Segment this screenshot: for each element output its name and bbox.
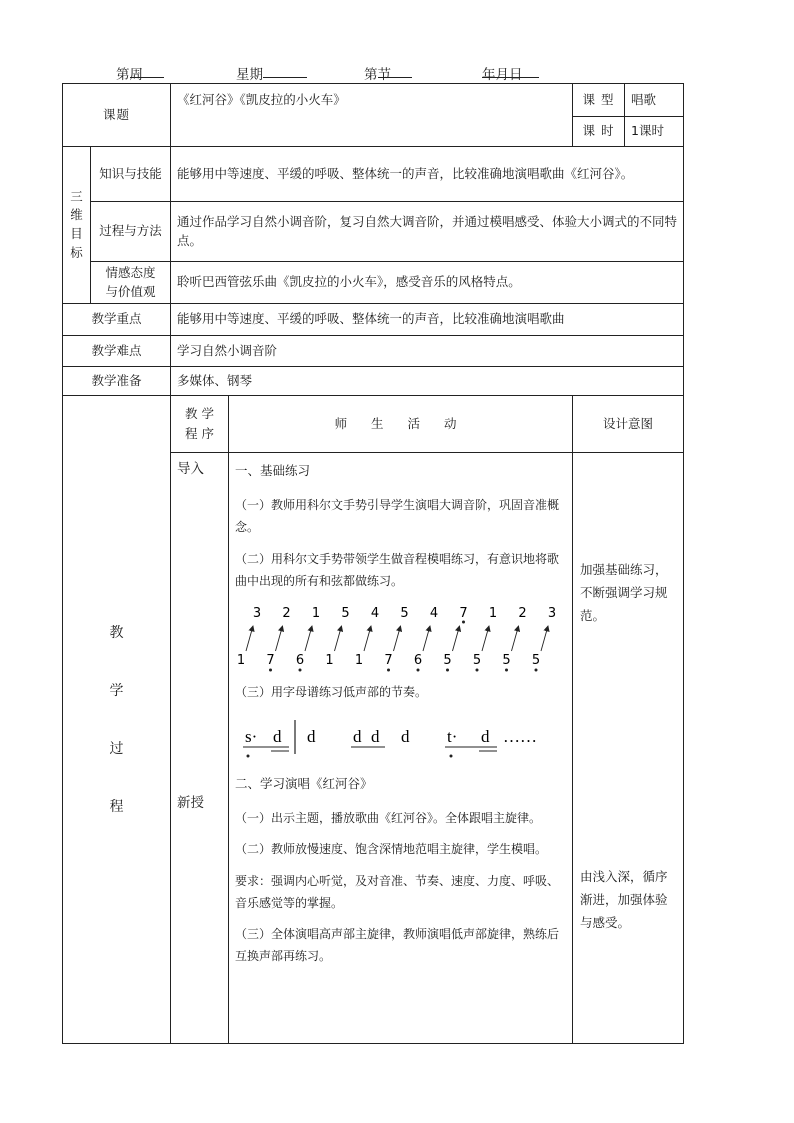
seq-header: 教 学 程 序 — [171, 396, 229, 453]
interval-lower-dot — [417, 668, 420, 671]
s2-title: 二、学习演唱《红河谷》 — [235, 776, 373, 792]
interval-arrow — [335, 626, 342, 651]
s2-p4: （三）全体演唱高声部主旋律，教师演唱低声部旋律，熟练后互换声部再练习。 — [235, 926, 560, 964]
interval-upper-note: 4 — [429, 605, 439, 621]
interval-notation — [235, 601, 566, 675]
lesson-plan-table — [62, 83, 684, 1044]
interval-lower-dot — [299, 668, 302, 671]
interval-lower-note: 5 — [531, 652, 541, 668]
s2-p2: （二）教师放慢速度、饱含深情地范唱主旋律，学生模唱。 — [235, 842, 548, 857]
interval-arrow — [482, 626, 489, 651]
date-field: 年 月 日 — [482, 63, 523, 83]
s1-p2: （二）用科尔文手势带领学生做音程模唱练习，有意识地将歌曲中出现的所有和弦都做练习。 — [235, 551, 560, 588]
interval-upper-note: 3 — [547, 605, 557, 621]
rhythm-low-dot — [450, 755, 453, 758]
interval-upper-note: 3 — [252, 605, 262, 621]
interval-lower-note: 5 — [472, 652, 482, 668]
rhythm-ellipsis: …… — [503, 727, 538, 747]
interval-arrow — [512, 626, 519, 651]
type-value: 唱歌 — [625, 84, 684, 117]
weekday-field: 星期 — [236, 63, 263, 83]
rhythm-note-d: d — [307, 727, 316, 747]
intent-cell — [573, 453, 684, 1044]
seq-new: 新授 — [177, 795, 205, 811]
section-field: 第 节 — [364, 63, 391, 83]
interval-lower-dot — [505, 668, 508, 671]
weekday-blank[interactable] — [263, 63, 307, 78]
rhythm-note-d: d — [481, 727, 490, 747]
week-field: 第 周 — [116, 63, 143, 83]
s2-p1: （一）出示主题，播放歌曲《红河谷》。全体跟唱主旋律。 — [235, 811, 542, 826]
topic-label: 课题 — [63, 84, 171, 147]
day-blank[interactable] — [509, 63, 539, 78]
goal-knowledge-text: 能够用中等速度、平缓的呼吸、整体统一的声音，比较准确地演唱歌曲《红河谷》。 — [171, 147, 684, 202]
goal-emotion-label: 情感态度 与价值观 — [91, 262, 171, 304]
s1-p1: （一）教师用科尔文手势引导学生演唱大调音阶，巩固音准概念。 — [235, 498, 560, 535]
difficulties-text: 学习自然小调音阶 — [171, 336, 684, 367]
interval-upper-note: 2 — [282, 605, 291, 621]
intent-header: 设计意图 — [573, 396, 684, 453]
interval-upper-note: 1 — [311, 605, 321, 621]
rhythm-note-s-dotted: s· — [245, 727, 258, 747]
interval-arrow — [453, 626, 460, 651]
rhythm-note-d: d — [353, 727, 362, 747]
interval-upper-note: 7 — [459, 605, 468, 621]
rhythm-note-d: d — [401, 727, 410, 747]
interval-lower-dot — [387, 668, 390, 671]
interval-arrow — [246, 626, 253, 651]
interval-lower-dot — [269, 668, 272, 671]
interval-upper-note: 4 — [370, 605, 380, 621]
goals-label: 三 维 目 标 — [63, 147, 91, 304]
interval-arrow — [394, 626, 401, 651]
seq-intro: 导入 — [177, 461, 205, 477]
interval-lower-note: 7 — [384, 652, 393, 668]
hours-label: 课 时 — [573, 117, 625, 147]
s2-p3: 要求：强调内心听觉，及对音准、节奏、速度、力度、呼吸、音乐感觉等的掌握。 — [235, 873, 560, 910]
goal-process-text: 通过作品学习自然小调音阶，复习自然大调音阶，并通过模唱感受、体验大小调式的不同特点。 — [171, 202, 684, 262]
hours-value: 1课时 — [625, 117, 684, 147]
interval-lower-dot — [446, 668, 449, 671]
interval-upper-note: 5 — [341, 605, 350, 621]
interval-lower-note: 1 — [325, 652, 334, 668]
interval-upper-note: 2 — [518, 605, 527, 621]
activity-header: 师 生 活 动 — [229, 396, 573, 453]
goal-emotion-text: 聆听巴西管弦乐曲《凯皮拉的小火车》，感受音乐的风格特点。 — [171, 262, 684, 304]
process-label: 教 学 过 程 — [63, 396, 171, 1044]
interval-lower-note: 6 — [295, 652, 305, 668]
rhythm-note-d: d — [371, 727, 380, 747]
interval-lower-note: 5 — [502, 652, 511, 668]
interval-upper-note: 1 — [488, 605, 498, 621]
goal-process-label: 过程与方法 — [91, 202, 171, 262]
interval-arrow — [364, 626, 371, 651]
lesson-header — [62, 63, 682, 83]
topic-value: 《红河谷》《凯皮拉的小火车》 — [171, 84, 573, 147]
preparation-label: 教学准备 — [63, 367, 171, 396]
intent-1: 加强基础练习，不断强调学习规范。 — [580, 562, 668, 624]
interval-lower-note: 5 — [443, 652, 452, 668]
interval-lower-note: 1 — [236, 652, 246, 668]
rhythm-note-t-dotted: t· — [447, 727, 458, 747]
interval-notation-svg — [235, 601, 565, 675]
interval-arrow — [276, 626, 283, 651]
rhythm-notation-svg — [235, 712, 545, 762]
s1-p3: （三）用字母谱练习低声部的节奏。 — [235, 684, 428, 699]
interval-arrow — [305, 626, 312, 651]
goal-knowledge-label: 知识与技能 — [91, 147, 171, 202]
interval-upper-note: 5 — [400, 605, 409, 621]
interval-lower-note: 7 — [266, 652, 275, 668]
interval-lower-note: 1 — [354, 652, 364, 668]
preparation-text: 多媒体、钢琴 — [171, 367, 684, 396]
interval-arrow — [541, 626, 548, 651]
interval-upper-dot — [462, 620, 465, 623]
section-blank[interactable] — [378, 63, 412, 78]
type-label: 课 型 — [573, 84, 625, 117]
week-blank[interactable] — [130, 63, 164, 78]
activity-cell — [229, 453, 573, 1044]
intent-2: 由浅入深，循序渐进，加强体验与感受。 — [580, 869, 668, 931]
rhythm-note-d: d — [273, 727, 282, 747]
sequence-cell — [171, 453, 229, 1044]
key-points-text: 能够用中等速度、平缓的呼吸、整体统一的声音，比较准确地演唱歌曲 — [171, 304, 684, 336]
rhythm-low-dot — [247, 755, 250, 758]
interval-lower-dot — [535, 668, 538, 671]
rhythm-notation — [235, 712, 566, 762]
interval-arrow — [423, 626, 430, 651]
interval-lower-note: 6 — [413, 652, 423, 668]
key-points-label: 教学重点 — [63, 304, 171, 336]
s1-title: 一、基础练习 — [235, 463, 311, 478]
difficulties-label: 教学难点 — [63, 336, 171, 367]
interval-lower-dot — [476, 668, 479, 671]
